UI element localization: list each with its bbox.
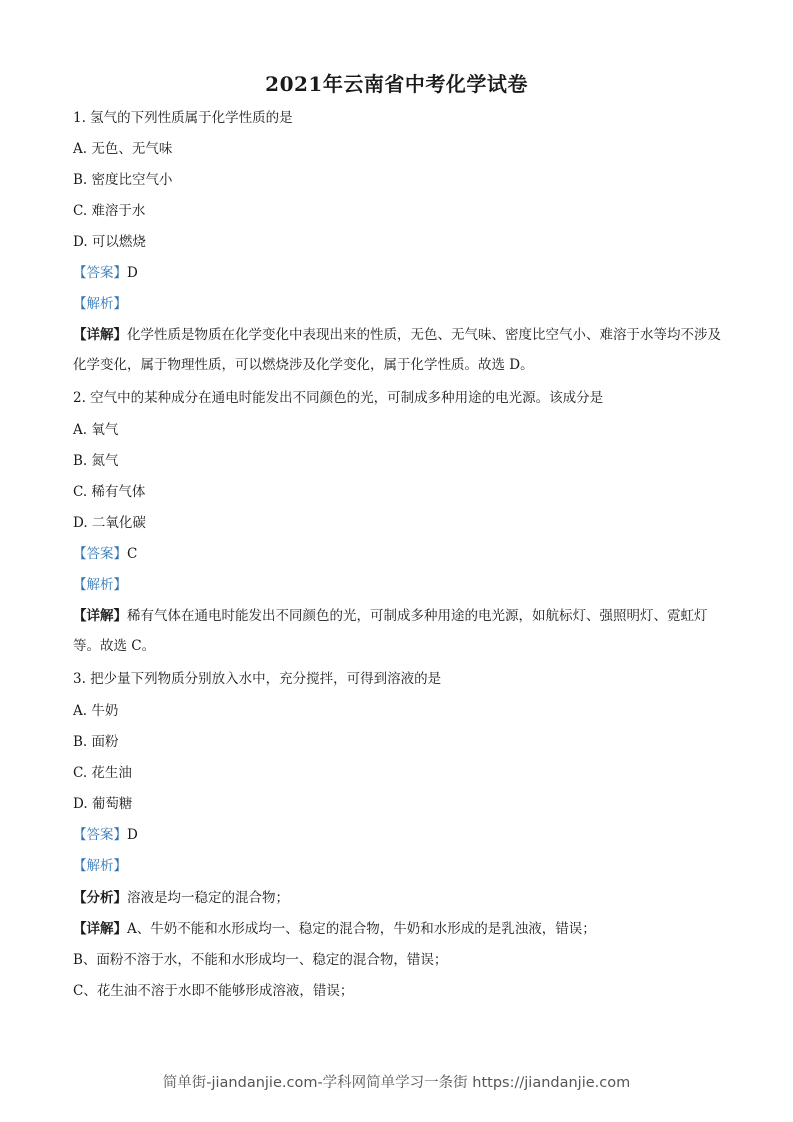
- question-2-analysis-label: 【解析】: [73, 577, 127, 593]
- question-2-option-c: C. 稀有气体: [73, 484, 146, 500]
- question-1-analysis-label: 【解析】: [73, 296, 127, 312]
- question-3-option-b: B. 面粉: [73, 734, 119, 750]
- answer-label: 【答案】: [73, 827, 127, 843]
- answer-value: D: [127, 827, 138, 843]
- question-3-stem: 3. 把少量下列物质分别放入水中，充分搅拌，可得到溶液的是: [73, 671, 442, 687]
- page-title: 2021年云南省中考化学试卷: [265, 72, 528, 96]
- question-3-fenxi: [73, 889, 733, 907]
- question-3-option-c: C. 花生油: [73, 765, 132, 781]
- question-3-line-c: C、花生油不溶于水即不能够形成溶液，错误；: [73, 983, 354, 999]
- answer-value: D: [127, 265, 138, 281]
- question-1-option-b: B. 密度比空气小: [73, 172, 173, 188]
- question-2-answer: [73, 545, 733, 563]
- question-1-option-a: A. 无色、无气味: [73, 141, 173, 157]
- answer-label: 【答案】: [73, 265, 127, 281]
- question-3-option-d: D. 葡萄糖: [73, 796, 133, 812]
- detail-text: 稀有气体在通电时能发出不同颜色的光，可制成多种用途的电光源，如航标灯、强照明灯、霓虹灯等。故选 C。: [73, 608, 708, 654]
- fenxi-text: 溶液是均一稳定的混合物；: [127, 890, 289, 906]
- question-2-detail: [73, 601, 733, 661]
- question-1-detail: [73, 320, 733, 380]
- detail-text: A、牛奶不能和水形成均一、稳定的混合物，牛奶和水形成的是乳浊液，错误；: [127, 921, 596, 937]
- detail-label: 【详解】: [73, 327, 127, 343]
- detail-label: 【详解】: [73, 921, 127, 937]
- question-3-answer: [73, 826, 733, 844]
- question-2-stem: 2. 空气中的某种成分在通电时能发出不同颜色的光，可制成多种用途的电光源。该成分是: [73, 390, 604, 406]
- question-1-option-d: D. 可以燃烧: [73, 234, 146, 250]
- question-1-stem: 1. 氢气的下列性质属于化学性质的是: [73, 110, 293, 126]
- answer-label: 【答案】: [73, 546, 127, 562]
- question-2-option-d: D. 二氧化碳: [73, 515, 146, 531]
- page-footer: 简单街-jiandanjie.com-学科网简单学习一条街 https://jiandanjie.com: [162, 1075, 631, 1091]
- question-1-answer: [73, 264, 733, 282]
- question-2-option-b: B. 氮气: [73, 453, 119, 469]
- question-3-option-a: A. 牛奶: [73, 703, 119, 719]
- question-1-option-c: C. 难溶于水: [73, 203, 146, 219]
- detail-label: 【详解】: [73, 608, 127, 624]
- question-3-detail: [73, 920, 733, 938]
- question-3-analysis-label: 【解析】: [73, 858, 127, 874]
- question-2-option-a: A. 氧气: [73, 422, 119, 438]
- fenxi-label: 【分析】: [73, 890, 127, 906]
- answer-value: C: [127, 546, 138, 562]
- question-3-line-b: B、面粉不溶于水，不能和水形成均一、稳定的混合物，错误；: [73, 952, 448, 968]
- detail-text: 化学性质是物质在化学变化中表现出来的性质，无色、无气味、密度比空气小、难溶于水等均不涉及化学变化，属于物理性质，可以燃烧涉及化学变化，属于化学性质。故选 D。: [73, 327, 721, 373]
